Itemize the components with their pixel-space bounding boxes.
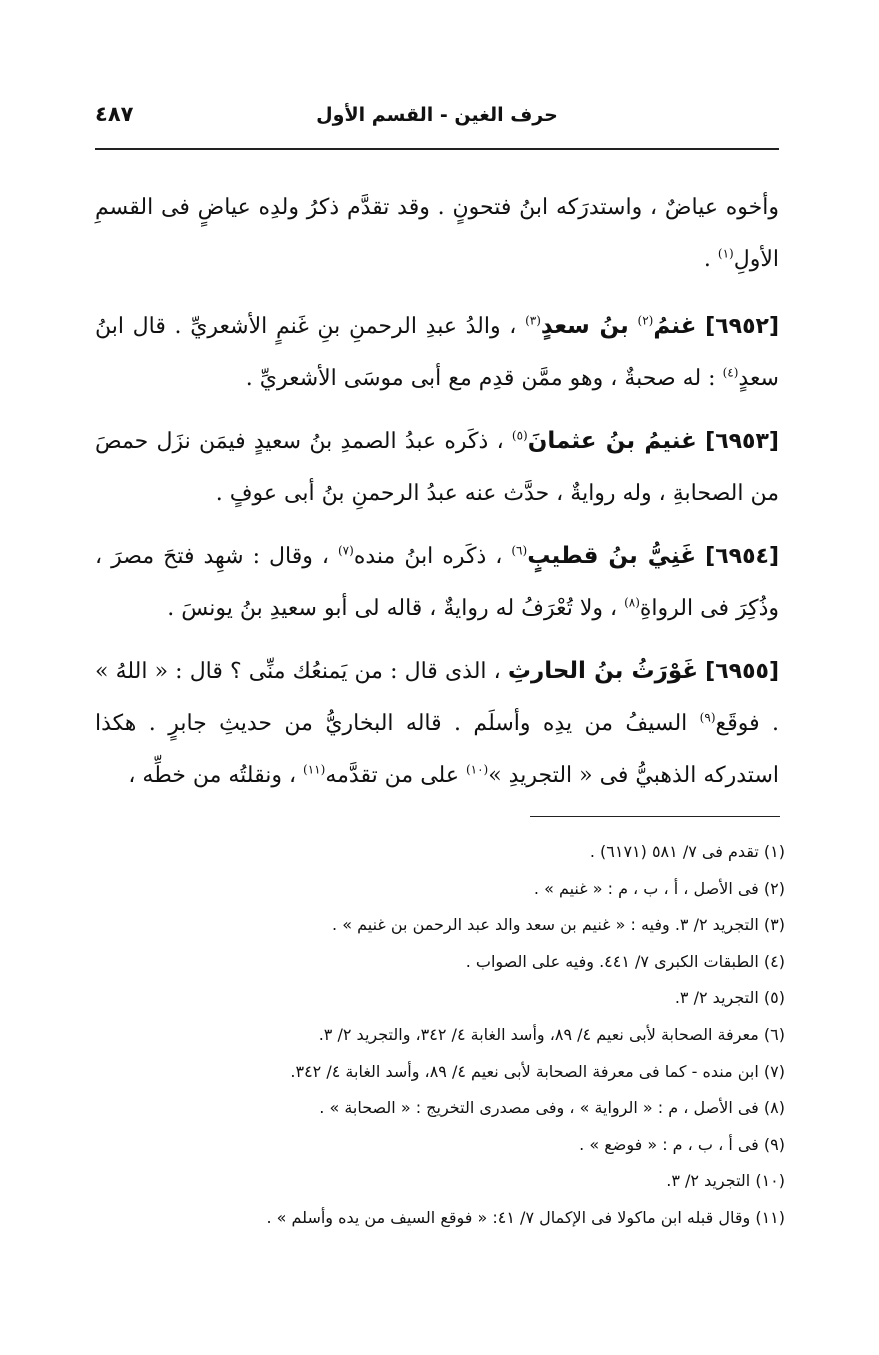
footnote-ref: (١) [717,246,734,261]
footnote-ref: (٨) [624,595,640,610]
footnote: (٢) فى الأصل ، أ ، ب ، م : « غنيم » . [533,878,785,898]
footnote: (١١) وقال قبله ابن ماكولا فى الإكمال ٧/ ٤١: « فوقع السيف من يده وأسلم » . [266,1207,785,1227]
footnote-ref: (١٠) [465,762,489,777]
text: السيفُ من يدِه وأسلَم . قاله البخاريُّ من حديثِ جابرٍ . هكذا استدركه الذهبيُّ فى « التجريدِ » [95,711,779,788]
entry-name: غنيمُ بنُ عثمانَ [527,428,697,454]
footnote: (٨) فى الأصل ، م : « الرواية » ، وفى مصدرى التخريج : « الصحابة » . [319,1098,785,1118]
footnote-ref: (٣) [525,313,541,328]
entry-name: غَنِيُّ بنُ قطيبٍ [527,543,697,569]
footnote-divider [530,816,780,817]
page-number: ٤٨٧ [95,102,134,126]
footnote: (٣) التجريد ٢/ ٣. وفيه : « غنيم بن سعد والد عبد الرحمن بن غنيم » . [332,915,785,935]
entry-6954 [95,530,779,635]
entry-number: [٦٩٥٤] [705,544,779,569]
running-header [95,104,779,138]
footnote: (١٠) التجريد ٢/ ٣. [666,1171,785,1191]
paragraph-continuation [95,182,779,286]
entry-number: [٦٩٥٣] [705,429,779,454]
text: : له صحبةٌ ، وهو ممَّن قدِم مع أبى موسَى الأشعريِّ . [245,366,723,391]
text: ، والدُ عبدِ الرحمنِ بنِ غَنمٍ الأشعريِّ . قال ابنُ سعدٍ [95,314,779,391]
footnote-ref: (٧) [337,543,354,558]
footnote-ref: (١١) [303,762,326,777]
entry-number: [٦٩٥٥] [705,659,779,684]
entry-name: غنمُ [653,313,697,339]
footnote: (٧) ابن منده - كما فى معرفة الصحابة لأبى نعيم ٤/ ٨٩، وأسد الغابة ٤/ ٣٤٢. [290,1061,785,1081]
entry-6953 [95,415,779,520]
entry-name: غَوْرَثُ بنُ الحارثِ [507,658,699,684]
footnotes [95,834,785,1237]
text: ، ونقلتُه من خطِّه ، [128,763,304,788]
footnote-ref: (٥) [511,428,528,443]
entry-name: بنُ سعدٍ [540,313,629,339]
text: ، ذكَره عبدُ الصمدِ بنُ سعيدٍ فيمَن نزَل حمصَ من الصحابةِ ، وله روايةٌ ، حدَّث عنه عبدُ الرحمنِ بنُ أبى عوفٍ . [95,429,779,506]
entry-number: [٦٩٥٢] [705,314,780,339]
text: على من تقدَّمه [325,763,466,788]
text: ، وقال : شهِد فتحَ مصرَ ، وذُكِرَ فى الرواةِ [95,544,779,621]
entry-6952 [95,300,779,405]
text: ، الذى قال : من يَمنعُك منِّى ؟ قال : « اللهُ » . فوقَع [95,659,779,736]
footnote-ref: (٩) [699,710,716,725]
text: ، ذكَره ابنُ منده [353,544,512,569]
footnote-ref: (٢) [637,313,654,328]
footnote: (١) تقدم فى ٧/ ٥٨١ (٦١٧١) . [589,842,785,861]
text: . [703,247,718,272]
chapter-title: حرف الغين - القسم الأول [316,104,558,126]
entry-6955 [95,645,779,802]
footnote: (٤) الطبقات الكبرى ٧/ ٤٤١. وفيه على الصواب . [465,951,785,971]
text: وأخوه عياضٌ ، واستدرَكه ابنُ فتحونٍ . وقد تقدَّم ذكرُ ولدِه عياضٍ فى القسمِ الأولِ [95,195,779,272]
footnote: (٦) معرفة الصحابة لأبى نعيم ٤/ ٨٩، وأسد الغابة ٤/ ٣٤٢، والتجريد ٢/ ٣. [318,1024,785,1044]
main-text [95,182,779,812]
footnote-ref: (٦) [511,543,528,558]
footnote: (٥) التجريد ٢/ ٣. [674,988,785,1008]
text: ، ولا تُعْرَفُ له روايةٌ ، قاله لى أبو سعيدِ بنُ يونسَ . [167,596,625,621]
footnote-ref: (٤) [722,365,739,380]
header-divider [95,148,779,150]
footnote: (٩) فى أ ، ب ، م : « فوضع » . [579,1134,785,1154]
